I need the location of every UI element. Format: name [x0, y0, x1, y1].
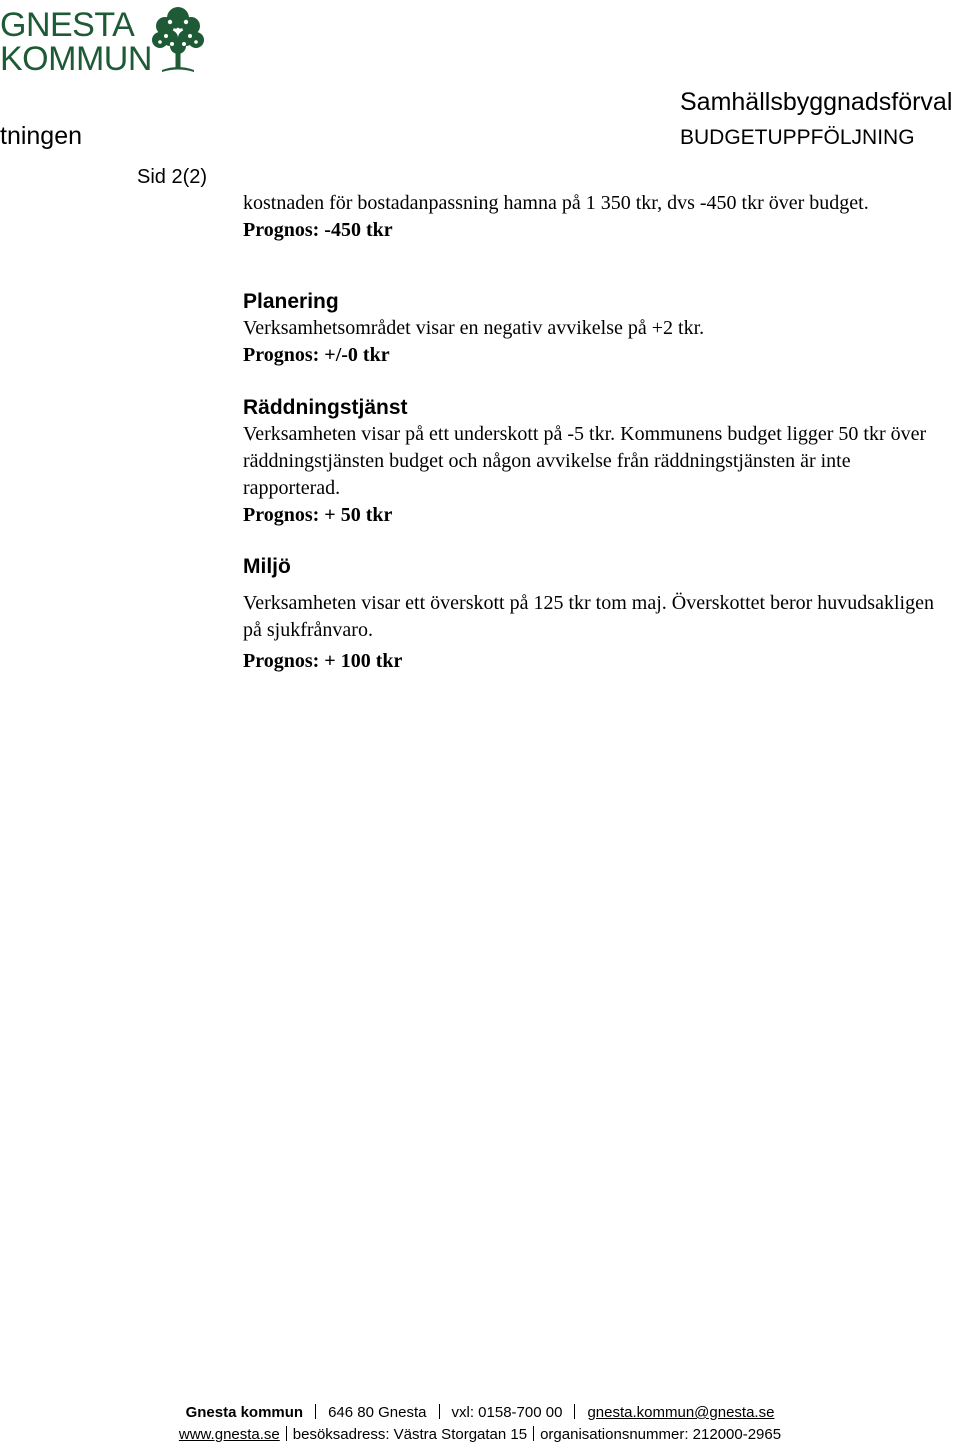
footer-postal: 646 80 Gnesta	[328, 1404, 427, 1421]
footer-contact-line	[0, 1404, 960, 1421]
footer-phone: vxl: 0158-700 00	[451, 1404, 563, 1421]
logo-text-line1: GNESTA	[0, 6, 135, 44]
footer-email-link[interactable]: gnesta.kommun@gnesta.se	[587, 1404, 775, 1421]
department-name: Samhällsbyggnadsförval	[680, 88, 953, 116]
footer-address: besöksadress: Västra Storgatan 15	[292, 1426, 528, 1443]
section-prognos: Prognos: + 50 tkr	[243, 504, 393, 526]
document-type: BUDGETUPPFÖLJNING	[680, 126, 915, 149]
section-prognos: Prognos: + 100 tkr	[243, 650, 403, 672]
section-heading: Räddningstjänst	[243, 396, 408, 419]
footer-address-line	[0, 1426, 960, 1443]
section-text: Verksamhetsområdet visar en negativ avvikelse på +2 tkr.	[243, 317, 705, 339]
section-text: Verksamheten visar ett överskott på 125 tkr tom maj. Överskottet beror huvudsakligen på sjukfrånvaro.	[243, 592, 934, 641]
section-prognos: Prognos: +/-0 tkr	[243, 344, 390, 366]
footer-divider	[533, 1426, 534, 1441]
section-raddningstjanst	[243, 394, 948, 529]
footer-divider	[439, 1404, 440, 1419]
footer-org-name: Gnesta kommun	[185, 1404, 304, 1421]
footer-website-link[interactable]: www.gnesta.se	[178, 1426, 280, 1443]
section-text: Verksamheten visar på ett underskott på -5 tkr. Kommunens budget ligger 50 tkr över räddningstjänsten budget och någon avvikelse från räddningstjänsten är inte rapporterad.	[243, 423, 927, 499]
section-heading: Planering	[243, 290, 339, 313]
intro-paragraph: kostnaden för bostadanpassning hamna på 1 350 tkr, dvs -450 tkr över budget.	[243, 192, 869, 214]
footer-divider	[315, 1404, 316, 1419]
section-miljo	[243, 553, 948, 675]
section-heading: Miljö	[243, 555, 291, 578]
tree-logo-icon	[148, 4, 208, 76]
footer-divider	[574, 1404, 575, 1419]
gnesta-kommun-logo	[0, 4, 210, 76]
intro-prognos: Prognos: -450 tkr	[243, 219, 393, 241]
section-planering	[243, 288, 948, 369]
page-number: Sid 2(2)	[137, 166, 208, 188]
document-body	[243, 190, 948, 675]
footer-org-number: organisationsnummer: 212000-2965	[540, 1426, 782, 1443]
department-name-continued: tningen	[0, 122, 83, 150]
logo-text-line2: KOMMUN	[0, 40, 152, 78]
footer-divider	[286, 1426, 287, 1441]
